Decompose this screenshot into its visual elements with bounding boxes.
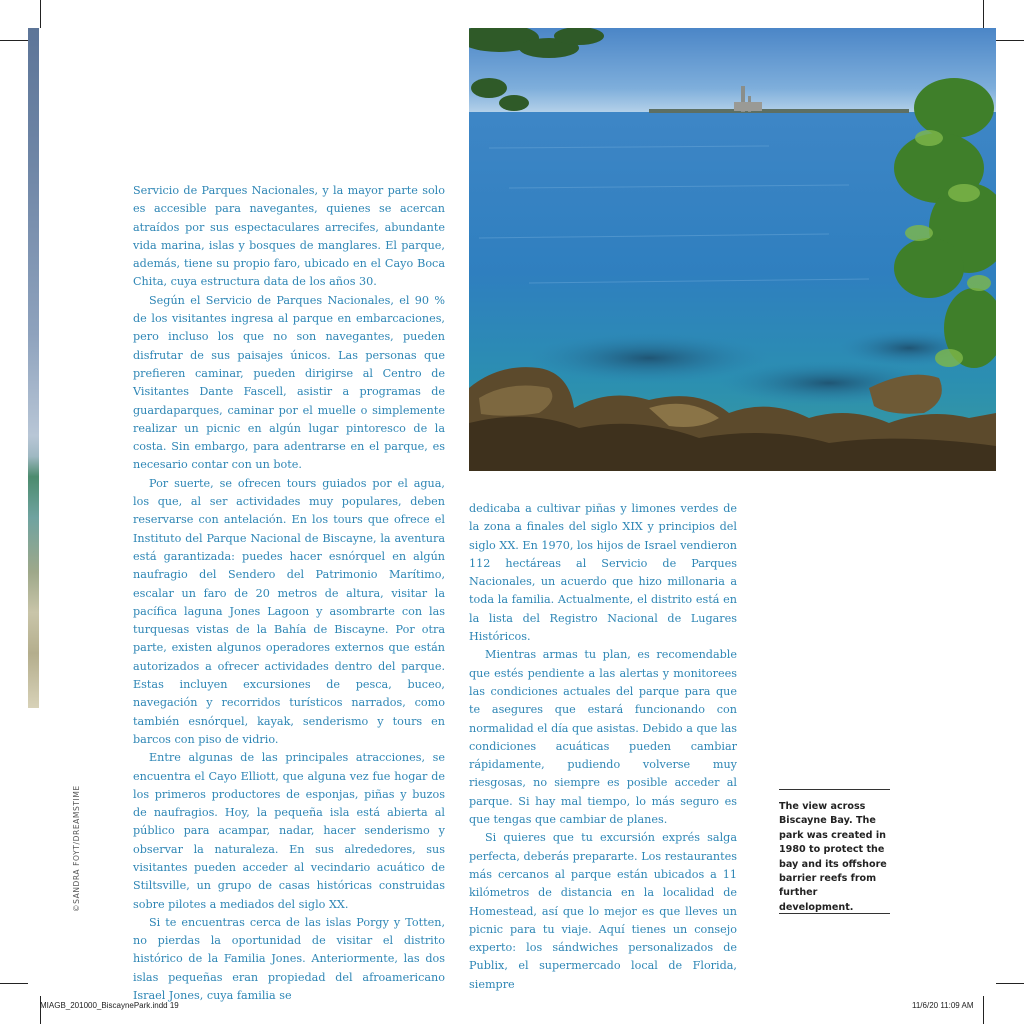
crop-mark (0, 40, 28, 41)
caption-rule-top (779, 789, 890, 790)
paragraph: Mientras armas tu plan, es recomendable que estés pendiente a las alertas y monitorees las condiciones actuales del parque para que te asegures que estará funcionando con normalidad el día que asistas. Debido a que las condiciones acuáticas pueden cambiar rápidamente, pudiendo volverse muy riesgosas, no siempre es posible acceder al parque. Si hay mal tiempo, lo más seguro es que tengas que cambiar de planes. (469, 648, 737, 827)
crop-mark (0, 983, 28, 984)
crop-mark (996, 40, 1024, 41)
body-column-left (133, 182, 445, 1005)
paragraph: Servicio de Parques Nacionales, y la mayor parte solo es accesible para navegantes, quienes se acercan atraídos por sus espectaculares arrecifes, abundante vida marina, islas y bosques de manglares. El parque, además, tiene su propio faro, ubicado en el Cayo Boca Chita, cuya estructura data de los años 30. (133, 184, 445, 289)
body-column-right (469, 500, 737, 994)
photo-caption: The view across Biscayne Bay. The park was created in 1980 to protect the bay and its offshore barrier reefs from further development. (779, 801, 887, 913)
caption-rule-bottom (779, 913, 890, 914)
crop-mark (996, 983, 1024, 984)
photo-credit: ©SANDRA FOYT/DREAMSTIME (72, 785, 81, 912)
paragraph: dedicaba a cultivar piñas y limones verdes de la zona a finales del siglo XIX y principios del siglo XX. En 1970, los hijos de Israel vendieron 112 hectáreas al Servicio de Parques Nacionales, un acuerdo que hizo millonaria a toda la familia. Actualmente, el distrito está en la lista del Registro Nacional de Lugares Históricos. (469, 502, 737, 644)
paragraph: Si te encuentras cerca de las islas Porgy y Totten, no pierdas la oportunidad de visitar el distrito histórico de la Familia Jones. Anteriormente, las dos islas pequeñas eran propiedad del afroamericano Israel Jones, cuya familia se (133, 915, 445, 1003)
slug-filename: MIAGB_201000_BiscaynePark.indd 19 (40, 1001, 179, 1010)
left-photo-strip (28, 28, 39, 708)
paragraph: Entre algunas de las principales atracciones, se encuentra el Cayo Elliott, que alguna vez fue hogar de los primeros productores de esponjas, piñas y buzos de naufragios. Hoy, la pequeña isla está abierta al público para acampar, nadar, hacer senderismo y observar la naturaleza. En sus alrededores, sus visitantes pueden acceder al vecindario acuático de Stiltsville, un grupo de casas históricas construidas sobre pilotes a mediados del siglo XX. (133, 751, 445, 911)
crop-mark (40, 0, 41, 28)
paragraph: Si quieres que tu excursión exprés salga perfecta, deberás prepararte. Los restaurantes más cercanos al parque están ubicados a 11 kilómetros de distancia en la localidad de Homestead, así que lo mejor es que lleves un picnic para tu viaje. Aquí tienes un consejo experto: los sándwiches personalizados de Publix, el supermercado local de Florida, siempre (469, 831, 737, 991)
crop-mark (983, 0, 984, 28)
photo-illustration (469, 28, 996, 471)
paragraph: Según el Servicio de Parques Nacionales, el 90 % de los visitantes ingresa al parque en embarcaciones, pero incluso los que no son navegantes, pueden disfrutar de sus paisajes únicos. Las personas que prefieren caminar, pueden dirigirse al Centro de Visitantes Dante Fascell, asistir a programas de guardaparques, caminar por el muelle o simplemente realizar un picnic en algún lugar pintoresco de la costa. Sin embargo, para adentrarse en el parque, es necesario contar con un bote. (133, 293, 445, 472)
slug-timestamp: 11/6/20 11:09 AM (912, 1001, 974, 1010)
paragraph: Por suerte, se ofrecen tours guiados por el agua, los que, al ser actividades muy populares, deben reservarse con antelación. En los tours que ofrece el Instituto del Parque Nacional de Biscayne, la aventura está garantizada: puedes hacer esnórquel en algún naufragio del Sendero del Patrimonio Marítimo, escalar un faro de 20 metros de altura, visitar la pacífica laguna Jones Lagoon y asombrarte con las turquesas vistas de la Bahía de Biscayne. Por otra parte, existen algunos operadores externos que están autorizados a ofrecer actividades dentro del parque. Estas incluyen excursiones de pesca, buceo, navegación y recorridos turísticos narrados, como también esnórquel, kayak, senderismo y tours en barcos con piso de vidrio. (133, 476, 445, 746)
crop-mark (983, 996, 984, 1024)
biscayne-bay-photo (469, 28, 996, 471)
